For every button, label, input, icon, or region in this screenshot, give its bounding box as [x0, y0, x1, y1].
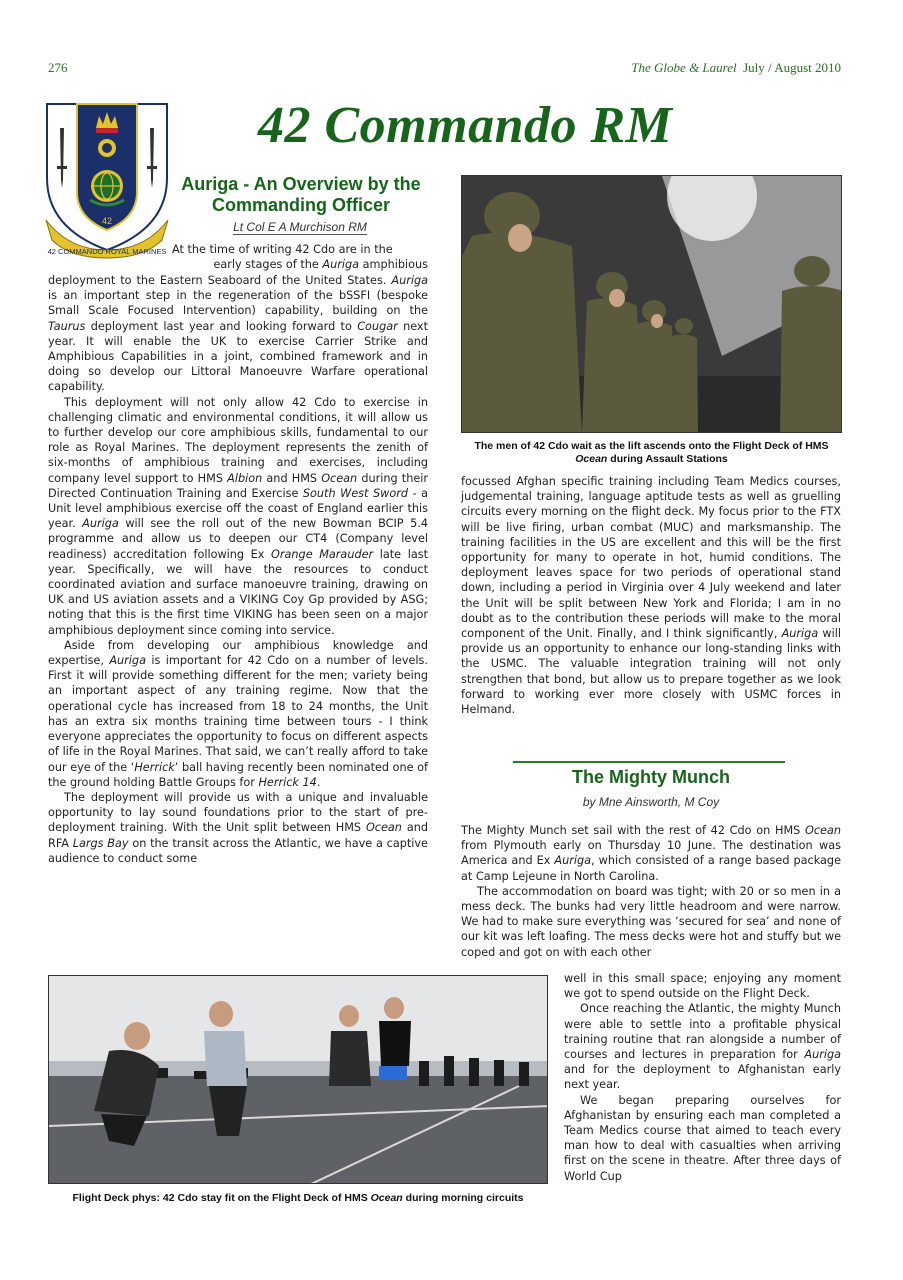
paragraph: This deployment will not only allow 42 Cdo to exercise in challenging climatic and environmental conditions, it will allow us to further develop our core amphibious skills, fundamental to our role as Royal Marines. The deployment represents the zenith of six-months of amphibious training and exercises, including company level support to HMS Albion and HMS Ocean during their Directed Continuation Training and Exercise South West Sword - a Unit level amphibious exercise off the coast of England earlier this year. Auriga will see the roll out of the new Bowman BCIP 5.4 programme and allow us to deepen our CT4 (Company level readiness) accreditation following Ex Orange Marauder late last year. Specifically, we will have the resources to conduct coordinated aviation and surface manoeuvre training, drawing on UK and US aviation assets and a VIKING Coy Gp provided by ASG; noting that this is the first time VIKING has been seen on a major amphibious deployment since coming into service.: [48, 395, 429, 637]
photo-marines-lift: [461, 175, 842, 433]
article-title-munch: The Mighty Munch: [572, 767, 730, 787]
article-byline-munch: [461, 795, 841, 809]
intro-line-1: At the time of writing 42 Cdo are in the: [172, 243, 393, 256]
article-byline-auriga: [200, 220, 400, 234]
paragraph: Aside from developing our amphibious knowledge and expertise, Auriga is important for 42 Cdo on a number of levels. First it will provide something different for the men; variety being an important aspect of any training regime. Now that the operational cycle has increased from 18 to 24 months, the Unit has an extra six months training time between tours - I think everyone appreciates the opportunity to focus on different aspects of life in the Royal Marines. That said, we can’t really afford to take our eye of the ‘Herrick’ ball having recently been nominated one of the ground holding Battle Groups for Herrick 14.: [48, 638, 428, 789]
paragraph: The deployment will provide us with a unique and invaluable opportunity to lay sound foundations prior to the start of pre-deployment training. With the Unit split between HMS Ocean and RFA Largs Bay on the transit across the Atlantic, we have a captive audience to conduct some: [48, 790, 428, 865]
byline-text: by Mne Ainsworth, M Coy: [582, 795, 720, 809]
issue-date: July / August 2010: [743, 60, 841, 75]
article-divider: [513, 761, 785, 763]
paragraph: focussed Afghan specific training including Team Medics courses, judgemental training, language aptitude tests as well as gruelling circuits every morning on the flight deck. My focus prior to the FTX will be live firing, urban combat (MUC) and marksmanship. The training facilities in the US are excellent and this will be the first opportunity for many to operate in hot, humid conditions. The deployment leaves space for two periods of operational stand down, including a period in Virginia over 4 July weekend and later the Unit will be split between New York and Florida; I am in no doubt as to the contribution these periods will make to the moral component of the Unit. Finally, and I think significantly, Auriga will provide us an opportunity to enhance our long-standing links with the USMC. The valuable integration training will not only strengthen that bond, but allow us to prepare together as we look forward to working ever more closely with USMC forces in Helmand.: [461, 475, 841, 717]
paragraph: deployment to the Eastern Seaboard of the United States. Auriga is an important step in the regeneration of the bSSFI (bespoke Small Scale Focused Intervention) capability, building on the Taurus deployment last year and looking forward to Cougar next year. It will enable the UK to exercise Carrier Strike and Amphibious Capabilities in a joint, combined framework and in doing so develop our Littoral Manoeuvre Warfare operational capability.: [48, 274, 429, 394]
publication-name: The Globe & Laurel: [631, 60, 737, 75]
paragraph: well in this small space; enjoying any moment we got to spend outside on the Flight Deck.: [564, 972, 841, 1001]
page-number: 276: [48, 60, 68, 75]
article-title-line1: Auriga - An Overview by the: [181, 174, 421, 194]
photo2-caption: Flight Deck phys: 42 Cdo stay fit on the Flight Deck of HMS Ocean during morning circuits: [72, 1192, 524, 1204]
intro-line-2: early stages of the Auriga amphibious: [213, 258, 428, 271]
article2-body-top: [461, 823, 841, 960]
paragraph: The accommodation on board was tight; with 20 or so men in a mess deck. The bunks had very little headroom and were narrow. We had to make sure everything was ‘secured for sea’ and none of our kit was left loafing. The mess decks were hot and stuffy but we coped and got on with each other: [461, 884, 841, 959]
paragraph: We began preparing ourselves for Afghanistan by ensuring each man completed a Team Medics course that aimed to teach every man how to deal with casualties when arriving first on the scene in theatre. After three days of World Cup: [564, 1093, 841, 1183]
page-title: 42 Commando RM: [258, 97, 673, 154]
article-title-auriga: [170, 174, 432, 216]
article-title-line2: Commanding Officer: [211, 195, 390, 215]
crest-label: 42 COMMANDO ROYAL MARINES: [47, 247, 167, 256]
paragraph: Once reaching the Atlantic, the mighty Munch were able to settle into a profitable physical training routine that ran alongside a number of courses and lectures in preparation for Auriga and for the deployment to Afghanistan early next year.: [564, 1002, 841, 1092]
byline-text: Lt Col E A Murchison RM: [233, 220, 367, 234]
publication-header: [631, 60, 841, 76]
crest-number: 42: [101, 216, 113, 226]
paragraph: The Mighty Munch set sail with the rest of 42 Cdo on HMS Ocean from Plymouth early on Thursday 10 June. The destination was America and Ex Auriga, which consisted of a range based package at Camp Lejeune in North Carolina.: [461, 824, 841, 883]
article1-body-right: [461, 474, 841, 717]
article2-body-bottom: [564, 971, 841, 1184]
photo-flight-deck-phys: [48, 975, 548, 1184]
article1-body-left: [48, 273, 428, 866]
unit-crest: [44, 100, 170, 260]
photo1-caption: The men of 42 Cdo wait as the lift ascends onto the Flight Deck of HMS Ocean during Assault Stations: [474, 440, 829, 465]
